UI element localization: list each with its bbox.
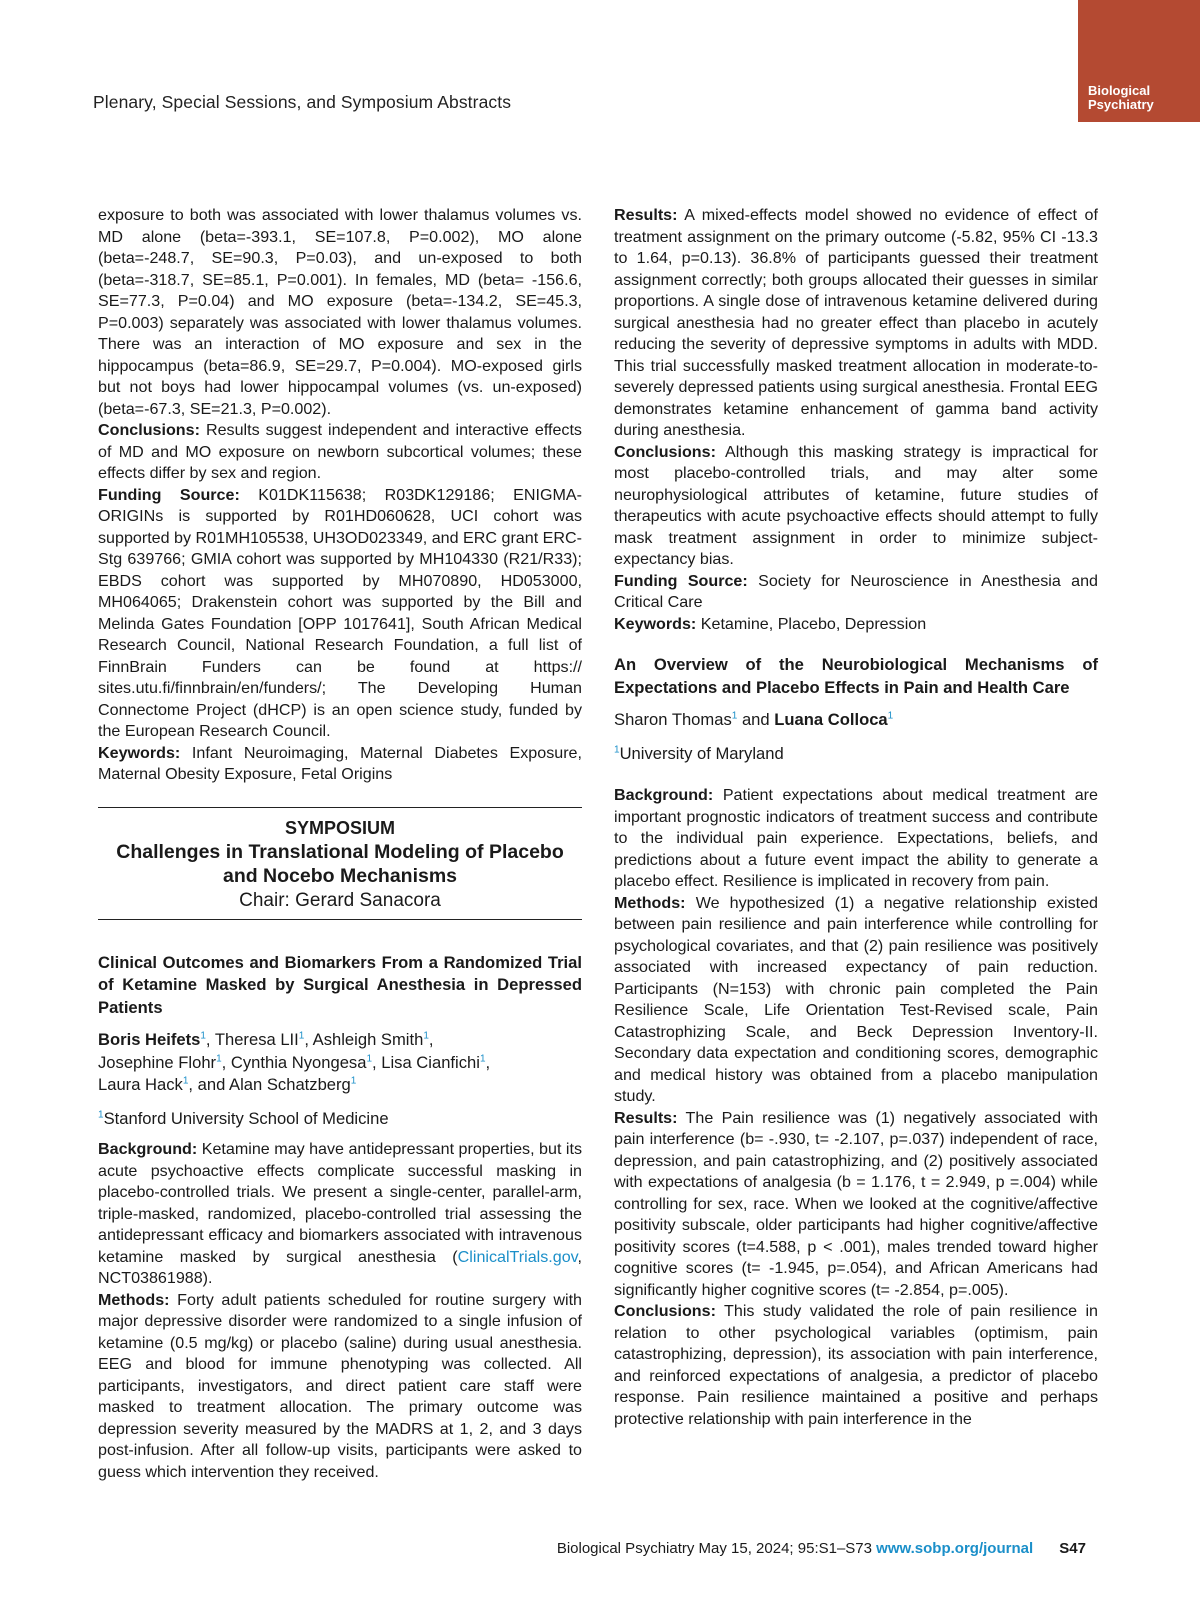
- conclusions-paragraph: [614, 442, 1098, 571]
- funding-label: Funding Source:: [98, 485, 240, 504]
- keywords-paragraph: [614, 614, 1098, 636]
- background-text-end: , NCT03861988).: [98, 1247, 582, 1287]
- keywords-text: Infant Neuroimaging, Maternal Diabetes Exposure, Maternal Obesity Exposure, Fetal Origins: [98, 743, 582, 783]
- methods-text: Forty adult patients scheduled for routine surgery with major depressive disorder were randomized to a single infusion of ketamine (0.5 mg/kg) or placebo (saline) during usual anesthesia. EEG and blood for immune phenotyping was collected. All participants, investigators, and direct patient care staff were masked to treatment allocation. The primary outcome was depression severity measured by the MADRS at 1, 2, and 3 days post-infusion. After all follow-up visits, participants were asked to guess which intervention they received.: [98, 1290, 582, 1481]
- methods-paragraph: [614, 893, 1098, 1108]
- symposium-title: Challenges in Translational Modeling of Placebo and Nocebo Mechanisms: [116, 840, 564, 887]
- continued-paragraph: exposure to both was associated with lower thalamus volumes vs. MD alone (beta=-393.1, SE=107.8, P=0.002), MO alone (beta=-248.7, SE=90.3, P=0.03), and un-exposed to both (beta=-318.7, SE=85.1, P=0.001). In females, MD (beta= -156.6, SE=77.3, P=0.04) and MO exposure (beta=-134.2, SE=45.3, P=0.003) separately was associated with lower thalamus volumes. There was an interaction of MO exposure and sex in the hippocampus (beta=86.9, SE=29.7, P=0.004). MO-exposed girls but not boys had lower hippocampal volumes (vs. un-exposed) (beta=-67.3, SE=21.3, P=0.002).: [98, 206, 582, 418]
- affiliation-text: Stanford University School of Medicine: [103, 1108, 389, 1128]
- article-title: Clinical Outcomes and Biomarkers From a Randomized Trial of Ketamine Masked by Surgical Anesthesia in Depressed Patients: [98, 952, 582, 1017]
- affiliation-marker: 1: [423, 1030, 429, 1042]
- right-column: [614, 205, 1098, 1430]
- symposium-tag: SYMPOSIUM: [284, 817, 395, 838]
- author-list: [614, 709, 1098, 732]
- funding-text: K01DK115638; R03DK129186; ENIGMA-ORIGINs is supported by R01HD060628, UCI cohort was supported by R01MH105538, UH3OD023349, and ERC grant ERC-Stg 639766; GMIA cohort was supported by MH104330 (R21/R33); EBDS cohort was supported by MH070890, HD053000, MH064065; Drakenstein cohort was supported by the Bill and Melinda Gates Foundation [OPP 1017641], South African Medical Research Council, National Research Foundation, a full list of FinnBrain Funders can be found at https:// sites.utu.fi/finnbrain/en/funders/; The Developing Human Connectome Project (dHCP) is an open science study, funded by the European Research Council.: [98, 485, 582, 740]
- results-label: Results:: [614, 206, 678, 224]
- background-text: Ketamine may have antidepressant properties, but its acute psychoactive effects complicate successful masking in placebo-controlled trials. We present a single-center, parallel-arm, triple-masked, randomized, placebo-controlled trial assessing the antidepressant efficacy and biomarkers associated with intravenous ketamine masked by surgical anesthesia (: [98, 1140, 582, 1266]
- page-footer: [0, 1540, 1086, 1557]
- journal-tab-line-2: Psychiatry: [1088, 97, 1154, 112]
- symposium-chair: Chair: Gerard Sanacora: [239, 889, 441, 911]
- conclusions-text: Results suggest independent and interactive effects of MD and MO exposure on newborn subcortical volumes; these effects differ by sex and region.: [98, 421, 582, 482]
- affiliation-marker: 1: [350, 1075, 357, 1087]
- keywords-label: Keywords:: [614, 614, 697, 633]
- affiliation-marker: 1: [887, 710, 894, 722]
- methods-label: Methods:: [98, 1290, 170, 1309]
- affiliation-marker: 1: [98, 1108, 104, 1120]
- affiliation-text: University of Maryland: [619, 743, 784, 763]
- article-title: An Overview of the Neurobiological Mechanisms of Expectations and Placebo Effects in Pain and Health Care: [614, 655, 1098, 697]
- conclusions-paragraph: [614, 1301, 1098, 1430]
- results-text: The Pain resilience was (1) negatively associated with pain interference (b= -.930, t= -2.107, p=.037) independent of race, depression, and pain catastrophizing, and (2) positively associated with expectations of analgesia (b = 1.176, t = 2.949, p =.004) while controlling for sex, race. When we looked at the cognitive/affective positivity subscale, older participants had higher cognitive/affective positivity scores (t=4.588, p < .001), males trended toward higher cognitive scores (t= -1.945, p=.054), and African Americans had significantly higher cognitive scores (t= -2.854, p=.005).: [614, 1108, 1098, 1299]
- running-title: Plenary, Special Sessions, and Symposium Abstracts: [93, 92, 512, 112]
- affiliation: [98, 1108, 582, 1131]
- keywords-text: Ketamine, Placebo, Depression: [700, 614, 927, 633]
- results-text: A mixed-effects model showed no evidence of effect of treatment assignment on the primary outcome (-5.82, 95% CI -13.3 to 1.64, p=0.13). 36.8% of participants guessed their treatment assignment correctly; both groups allocated their guesses in similar proportions. A single dose of intravenous ketamine delivered during surgical anesthesia had no greater effect than placebo in acutely reducing the severity of depressive symptoms in adults with MDD. This trial successfully masked treatment allocation in moderate-to-severely depressed patients using surgical anesthesia. Frontal EEG demonstrates ketamine enhancement of gamma band activity during anesthesia.: [614, 206, 1098, 439]
- affiliation-marker: 1: [614, 743, 620, 755]
- affiliation-marker: 1: [216, 1052, 222, 1064]
- affiliation-marker: 1: [479, 1052, 486, 1064]
- journal-tab-line-1: Biological: [1088, 83, 1151, 98]
- conclusions-label: Conclusions:: [98, 421, 200, 439]
- author-name: , Cynthia Nyongesa: [221, 1052, 367, 1072]
- funding-text: Society for Neuroscience in Anesthesia and Critical Care: [614, 571, 1098, 611]
- keywords-label: Keywords:: [98, 743, 181, 762]
- author-name: , Ashleigh Smith: [304, 1030, 424, 1049]
- background-label: Background:: [98, 1140, 198, 1158]
- affiliation-marker: 1: [366, 1052, 373, 1064]
- author-name: , and Alan Schatzberg: [188, 1075, 351, 1094]
- author-name: Luana Colloca: [774, 710, 888, 729]
- page-number: S47: [1059, 1540, 1086, 1557]
- author-name: Sharon Thomas: [614, 710, 732, 729]
- methods-paragraph: [98, 1290, 582, 1484]
- conclusions-paragraph: [98, 420, 582, 485]
- author-name: Laura Hack: [98, 1075, 183, 1094]
- funding-paragraph: [98, 485, 582, 743]
- affiliation-marker: 1: [731, 710, 738, 722]
- footer-citation: Biological Psychiatry May 15, 2024; 95:S1–S73: [556, 1540, 872, 1557]
- conclusions-label: Conclusions:: [614, 1302, 716, 1320]
- left-column: [98, 205, 582, 1483]
- results-label: Results:: [614, 1108, 678, 1127]
- results-paragraph: [614, 1108, 1098, 1302]
- funding-label: Funding Source:: [614, 571, 748, 590]
- affiliation-marker: 1: [298, 1030, 305, 1042]
- results-paragraph: [614, 205, 1098, 442]
- background-paragraph: [98, 1139, 582, 1290]
- background-label: Background:: [614, 786, 714, 804]
- affiliation-marker: 1: [200, 1030, 206, 1042]
- journal-url-link[interactable]: www.sobp.org/journal: [876, 1540, 1034, 1557]
- author-name: , Theresa LII: [205, 1030, 299, 1049]
- funding-paragraph: [614, 571, 1098, 614]
- author-list: Boris Heifets$^1$, Theresa LII$^1$, Ashleigh Smith$^1$, Josephine Flohr$^1$, Cynthia Nyongesa$^1$, Lisa Cianfichi$^1$, Laura Hack$^1$, and Alan Schatzberg$^1$: [98, 1030, 491, 1094]
- affiliation: [614, 743, 1098, 766]
- section-gap: [614, 635, 1098, 654]
- keywords-paragraph: [98, 743, 582, 786]
- methods-label: Methods:: [614, 893, 686, 912]
- conclusions-text: Although this masking strategy is impractical for most placebo-controlled trials, and may alter some neurophysiological attributes of ketamine, future studies of therapeutics with acute psychoactive effects should attempt to fully mask treatment assignment in order to minimize subject-expectancy bias.: [614, 442, 1098, 568]
- author-separator: and: [737, 710, 775, 729]
- author-name: Boris Heifets: [98, 1030, 201, 1049]
- journal-tab: [1078, 0, 1200, 122]
- author-name: Josephine Flohr: [98, 1052, 217, 1072]
- symposium-header: [98, 807, 582, 920]
- conclusions-label: Conclusions:: [614, 442, 716, 461]
- clinicaltrials-link[interactable]: ClinicalTrials.gov: [457, 1247, 578, 1266]
- background-text: Patient expectations about medical treatment are important prognostic indicators of treatment success and contribute to the individual pain experience. Expectations, beliefs, and predictions about a future event impact the ability to generate a placebo effect. Resilience is implicated in recovery from pain.: [614, 786, 1098, 890]
- author-name: , Lisa Cianfichi: [372, 1052, 480, 1072]
- affiliation-marker: 1: [182, 1075, 189, 1087]
- methods-text: We hypothesized (1) a negative relationship existed between pain resilience and pain interference while controlling for psychological covariates, and that (2) pain resilience was positively associated with increased expectancy of pain reduction. Participants (N=153) with chronic pain completed the Pain Resilience Scale, Life Orientation Test-Revised scale, Pain Catastrophizing Scale, and Beck Depression Inventory-II. Secondary data expectation and conditioning scores, demographic and medical history was obtained from a placebo manipulation study.: [614, 893, 1098, 1105]
- background-paragraph: [614, 785, 1098, 893]
- conclusions-text: This study validated the role of pain resilience in relation to other psychological variables (optimism, pain catastrophizing, depression), its association with pain interference, and reinforced expectations of analgesia, a predictor of placebo response. Pain resilience maintained a positive and perhaps protective relationship with pain interference in the: [614, 1302, 1098, 1428]
